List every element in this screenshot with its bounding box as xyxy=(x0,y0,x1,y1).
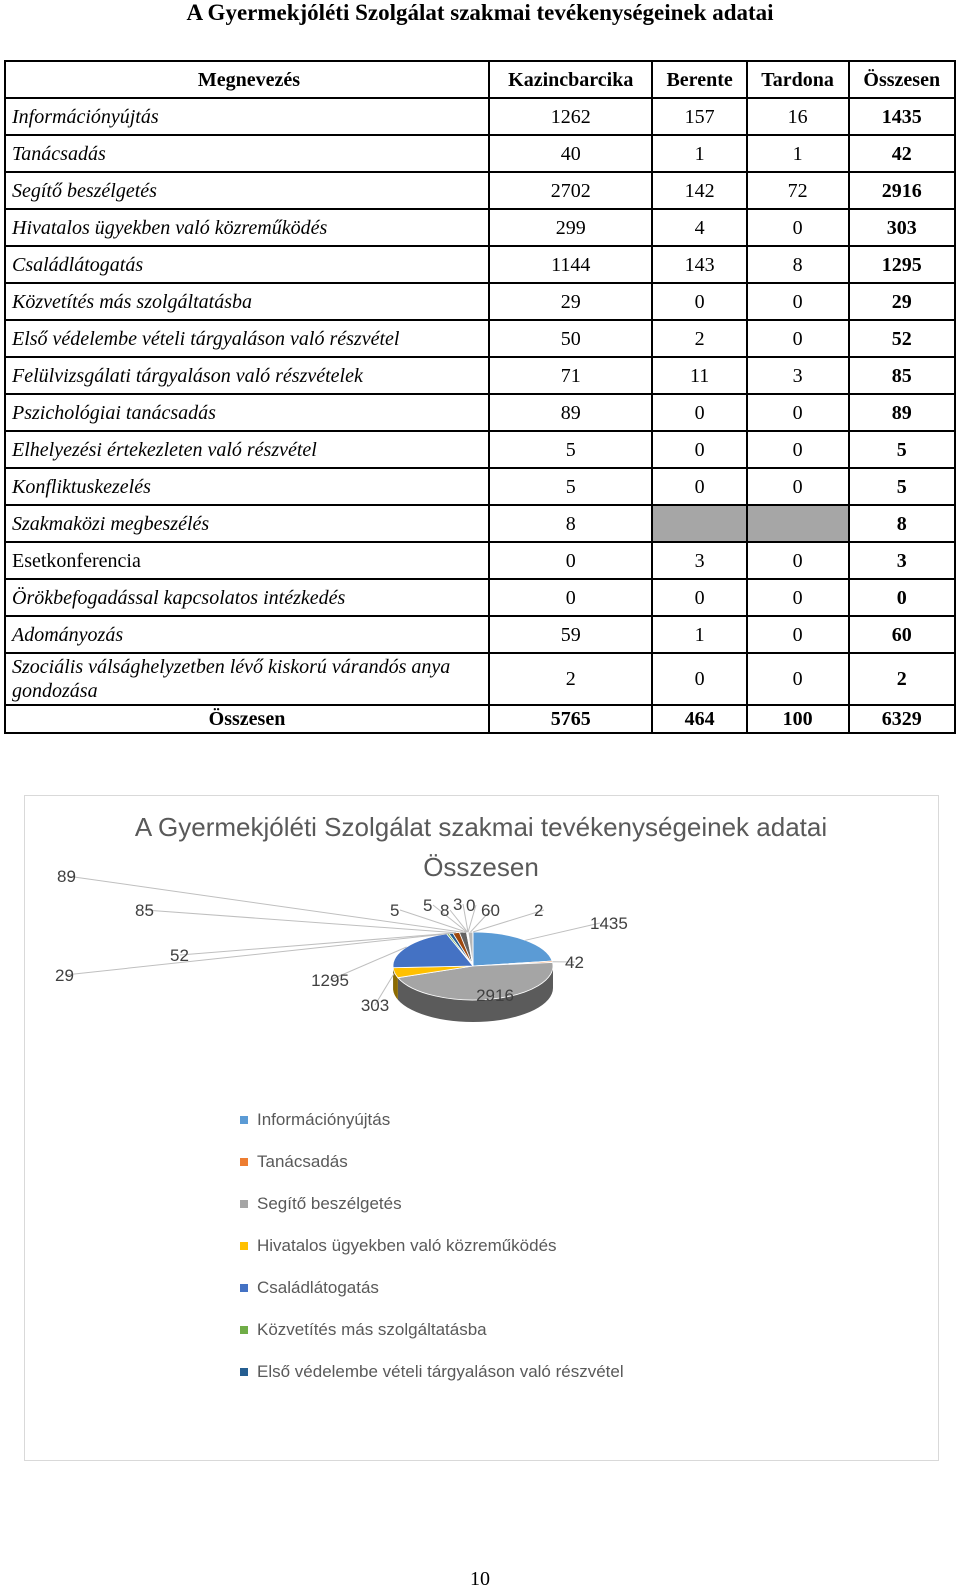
row-label: Hivatalos ügyekben való közreműködés xyxy=(5,209,489,246)
cell-total: 1435 xyxy=(849,98,956,135)
cell-berente: 1 xyxy=(652,135,746,172)
cell-total: 5 xyxy=(849,468,956,505)
cell-kazincbarcika: 89 xyxy=(489,394,652,431)
cell-berente: 0 xyxy=(652,468,746,505)
cell-total: 42 xyxy=(849,135,956,172)
pie-data-label: 42 xyxy=(565,953,584,972)
row-label: Családlátogatás xyxy=(5,246,489,283)
pie-data-label: 5 xyxy=(390,901,400,920)
column-header-tardona: Tardona xyxy=(747,61,849,98)
document-title: A Gyermekjóléti Szolgálat szakmai tevékenységeinek adatai xyxy=(186,0,774,25)
cell-kazincbarcika: 8 xyxy=(489,505,652,542)
cell-total: 303 xyxy=(849,209,956,246)
row-label: Felülvizsgálati tárgyaláson való részvételek xyxy=(5,357,489,394)
table-row xyxy=(5,579,955,616)
row-label: Segítő beszélgetés xyxy=(5,172,489,209)
pie-data-label: 85 xyxy=(135,901,154,920)
legend-swatch xyxy=(240,1116,248,1124)
sum-cell-kazincbarcika: 5765 xyxy=(489,705,652,733)
chart-subtitle: Összesen xyxy=(423,852,539,882)
row-label: Esetkonferencia xyxy=(5,542,489,579)
cell-kazincbarcika: 2702 xyxy=(489,172,652,209)
legend-label: Segítő beszélgetés xyxy=(257,1194,402,1213)
legend-label: Információnyújtás xyxy=(257,1110,391,1129)
cell-berente: 142 xyxy=(652,172,746,209)
cell-total: 60 xyxy=(849,616,956,653)
cell-total: 2916 xyxy=(849,172,956,209)
table-row xyxy=(5,468,955,505)
cell-total: 89 xyxy=(849,394,956,431)
legend-label: Hivatalos ügyekben való közreműködés xyxy=(257,1236,557,1255)
cell-tardona: 0 xyxy=(747,394,849,431)
column-header-berente: Berente xyxy=(652,61,746,98)
cell-berente: 1 xyxy=(652,616,746,653)
pie-data-label: 60 xyxy=(481,901,500,920)
legend-label: Első védelembe vételi tárgyaláson való részvétel xyxy=(257,1362,624,1381)
table-row xyxy=(5,283,955,320)
row-label: Adományozás xyxy=(5,616,489,653)
cell-berente: 11 xyxy=(652,357,746,394)
cell-kazincbarcika: 40 xyxy=(489,135,652,172)
row-label: Elhelyezési értekezleten való részvétel xyxy=(5,431,489,468)
cell-tardona: 0 xyxy=(747,542,849,579)
cell-kazincbarcika: 2 xyxy=(489,653,652,705)
legend-swatch xyxy=(240,1368,248,1376)
table-row xyxy=(5,135,955,172)
legend-label: Családlátogatás xyxy=(257,1278,379,1297)
cell-tardona: 0 xyxy=(747,653,849,705)
cell-total: 5 xyxy=(849,431,956,468)
activity-data-table xyxy=(4,60,956,734)
legend-swatch xyxy=(240,1326,248,1334)
cell-kazincbarcika: 29 xyxy=(489,283,652,320)
cell-total: 52 xyxy=(849,320,956,357)
legend-swatch xyxy=(240,1284,248,1292)
cell-berente: 0 xyxy=(652,579,746,616)
cell-berente: 143 xyxy=(652,246,746,283)
cell-tardona: 72 xyxy=(747,172,849,209)
cell-kazincbarcika: 0 xyxy=(489,542,652,579)
row-label: Örökbefogadással kapcsolatos intézkedés xyxy=(5,579,489,616)
cell-kazincbarcika: 1262 xyxy=(489,98,652,135)
cell-total: 1295 xyxy=(849,246,956,283)
pie-data-label: 303 xyxy=(360,996,390,1015)
cell-tardona: 0 xyxy=(747,283,849,320)
legend-label: Közvetítés más szolgáltatásba xyxy=(257,1320,487,1339)
leader-line xyxy=(67,876,463,932)
cell-berente: 0 xyxy=(652,394,746,431)
cell-berente: 0 xyxy=(652,283,746,320)
row-label: Tanácsadás xyxy=(5,135,489,172)
row-label: Első védelembe vételi tárgyaláson való részvétel xyxy=(5,320,489,357)
sum-cell-total: 6329 xyxy=(849,705,956,733)
pie-data-label: 0 xyxy=(466,896,476,915)
table-row xyxy=(5,542,955,579)
cell-kazincbarcika: 1144 xyxy=(489,246,652,283)
cell-berente: 157 xyxy=(652,98,746,135)
cell-tardona xyxy=(747,505,849,542)
cell-kazincbarcika: 299 xyxy=(489,209,652,246)
sum-cell-tardona: 100 xyxy=(747,705,849,733)
cell-tardona: 0 xyxy=(747,431,849,468)
legend-swatch xyxy=(240,1242,248,1250)
cell-kazincbarcika: 0 xyxy=(489,579,652,616)
legend-label: Tanácsadás xyxy=(257,1152,348,1171)
cell-kazincbarcika: 5 xyxy=(489,468,652,505)
row-label: Szociális válsághelyzetben lévő kiskorú várandós anya gondozása xyxy=(5,653,489,705)
cell-kazincbarcika: 71 xyxy=(489,357,652,394)
cell-kazincbarcika: 59 xyxy=(489,616,652,653)
cell-tardona: 0 xyxy=(747,320,849,357)
cell-berente: 0 xyxy=(652,653,746,705)
cell-total: 0 xyxy=(849,579,956,616)
table-row xyxy=(5,320,955,357)
cell-tardona: 16 xyxy=(747,98,849,135)
cell-berente: 0 xyxy=(652,431,746,468)
row-label: Szakmaközi megbeszélés xyxy=(5,505,489,542)
pie-data-label: 2916 xyxy=(476,986,514,1005)
pie-data-label: 8 xyxy=(440,901,450,920)
cell-berente: 2 xyxy=(652,320,746,357)
chart-title: A Gyermekjóléti Szolgálat szakmai tevékenységeinek adatai xyxy=(134,812,828,842)
cell-total: 29 xyxy=(849,283,956,320)
pie-chart xyxy=(24,795,939,1461)
pie-data-label: 2 xyxy=(534,901,544,920)
cell-tardona: 0 xyxy=(747,579,849,616)
cell-total: 85 xyxy=(849,357,956,394)
pie-data-label: 1295 xyxy=(311,971,349,990)
pie-data-label: 89 xyxy=(57,867,76,886)
table-row xyxy=(5,98,955,135)
column-header-name: Megnevezés xyxy=(5,61,489,98)
sum-row-label: Összesen xyxy=(5,705,489,733)
cell-kazincbarcika: 5 xyxy=(489,431,652,468)
pie-data-label: 29 xyxy=(55,966,74,985)
cell-tardona: 0 xyxy=(747,209,849,246)
row-label: Közvetítés más szolgáltatásba xyxy=(5,283,489,320)
page-number: 10 xyxy=(470,1568,490,1590)
legend-swatch xyxy=(240,1200,248,1208)
table-row xyxy=(5,357,955,394)
table-header-row xyxy=(5,61,955,98)
table-row xyxy=(5,505,955,542)
cell-tardona: 8 xyxy=(747,246,849,283)
pie-top xyxy=(393,932,553,1000)
row-label: Pszichológiai tanácsadás xyxy=(5,394,489,431)
table-row xyxy=(5,431,955,468)
cell-tardona: 0 xyxy=(747,616,849,653)
cell-total: 2 xyxy=(849,653,956,705)
table-row xyxy=(5,172,955,209)
row-label: Információnyújtás xyxy=(5,98,489,135)
pie-data-label: 1435 xyxy=(590,914,628,933)
cell-kazincbarcika: 50 xyxy=(489,320,652,357)
column-header-total: Összesen xyxy=(849,61,956,98)
cell-total: 3 xyxy=(849,542,956,579)
table-body xyxy=(5,98,955,733)
sum-cell-berente: 464 xyxy=(652,705,746,733)
cell-tardona: 3 xyxy=(747,357,849,394)
table-row xyxy=(5,209,955,246)
cell-tardona: 1 xyxy=(747,135,849,172)
pie-data-label: 5 xyxy=(423,896,433,915)
cell-total: 8 xyxy=(849,505,956,542)
cell-tardona: 0 xyxy=(747,468,849,505)
cell-berente: 4 xyxy=(652,209,746,246)
sum-row xyxy=(5,705,955,733)
cell-berente xyxy=(652,505,746,542)
legend-swatch xyxy=(240,1158,248,1166)
column-header-kazincbarcika: Kazincbarcika xyxy=(489,61,652,98)
row-label: Konfliktuskezelés xyxy=(5,468,489,505)
table-row xyxy=(5,653,955,705)
table-row xyxy=(5,246,955,283)
leader-line xyxy=(525,923,600,940)
table-row xyxy=(5,394,955,431)
table-row xyxy=(5,616,955,653)
pie-data-label: 3 xyxy=(453,895,463,914)
cell-berente: 3 xyxy=(652,542,746,579)
pie-data-label: 52 xyxy=(170,946,189,965)
